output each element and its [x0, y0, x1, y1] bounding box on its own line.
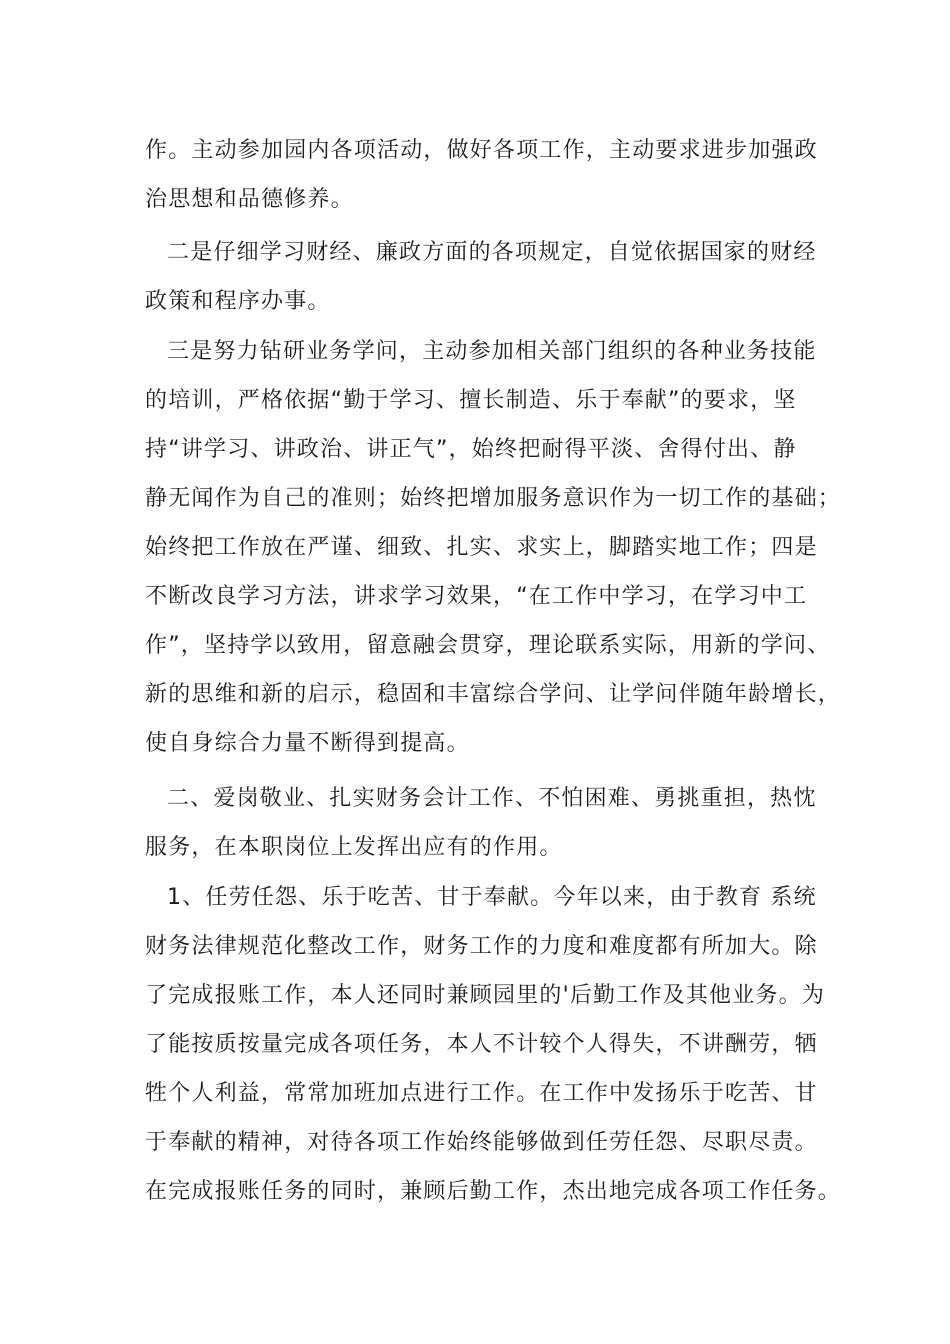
text-line: 了完成报账工作，本人还同时兼顾园里的'后勤工作及其他业务。为 [145, 983, 826, 1008]
text-line: 作”，坚持学以致用，留意融会贯穿，理论联系实际，用新的学问、 [145, 633, 831, 658]
text-line: 作。主动参加园内各项活动，做好各项工作，主动要求进步加强政 [145, 138, 818, 163]
text-line: 使自身综合力量不断得到提高。 [145, 731, 470, 756]
text-line: 持“讲学习、讲政治、讲正气”，始终把耐得平淡、舍得付出、静 [145, 437, 797, 462]
paragraph-5 [145, 873, 842, 1216]
text-line: 始终把工作放在严谨、细致、扎实、求实上，脚踏实地工作；四是 [145, 535, 818, 560]
text-line: 静无闻作为自己的准则；始终把增加服务意识作为一切工作的基础； [145, 486, 842, 511]
text-line: 牲个人利益，常常加班加点进行工作。在工作中发扬乐于吃苦、甘 [145, 1081, 818, 1106]
text-line: 治思想和品德修养。 [145, 187, 354, 212]
text-line: 了能按质按量完成各项任务，本人不计较个人得失，不讲酬劳，牺 [145, 1032, 818, 1057]
text-line: 财务法律规范化整改工作，财务工作的力度和难度都有所加大。除 [145, 934, 818, 959]
text-line: 政策和程序办事。 [145, 289, 331, 314]
text-line: 于奉献的精神，对待各项工作始终能够做到任劳任怨、尽职尽责。 [145, 1130, 818, 1155]
text-line: 在完成报账任务的同时，兼顾后勤工作，杰出地完成各项工作任务。 [145, 1179, 842, 1204]
text-line: 新的思维和新的启示，稳固和丰富综合学问、让学问伴随年龄增长， [145, 682, 842, 707]
text-line: 服务，在本职岗位上发挥出应有的作用。 [145, 835, 563, 860]
paragraph-3 [145, 327, 842, 768]
text-line: 二、爱岗敬业、扎实财务会计工作、不怕困难、勇挑重担，热忱 [167, 786, 817, 811]
text-line: 二是仔细学习财经、廉政方面的各项规定，自觉依据国家的财经 [167, 240, 817, 265]
text-line: 1、任劳任怨、乐于吃苦、甘于奉献。今年以来，由于教育 系统 [167, 885, 817, 910]
text-line: 不断改良学习方法，讲求学习效果，“在工作中学习，在学习中工 [145, 584, 808, 609]
text-line: 三是努力钻研业务学问，主动参加相关部门组织的各种业务技能 [167, 339, 817, 364]
text-line: 的培训，严格依据“勤于学习、擅长制造、乐于奉献”的要求，坚 [145, 388, 797, 413]
paragraph-4 [145, 774, 835, 872]
paragraph-2 [145, 228, 835, 326]
paragraph-1 [145, 126, 835, 224]
